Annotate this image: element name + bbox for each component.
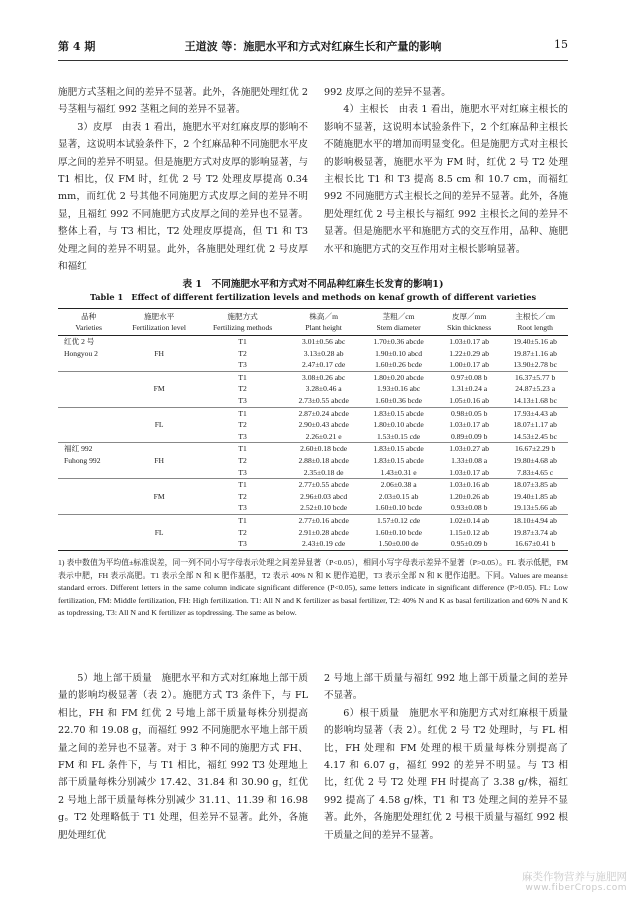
cell-method: T3 — [238, 360, 247, 370]
cell-stem-diameter: 2.06±0.38 a — [361, 479, 436, 491]
cell-skin-thickness: 0.98±0.05 b — [436, 407, 502, 419]
cell-level: FM — [153, 384, 165, 394]
cell-variety: Fuhong 992 — [64, 455, 101, 465]
cell-level — [119, 371, 199, 383]
bottom-right-column — [324, 670, 568, 844]
header-cell: 主根长／cm — [502, 309, 568, 323]
table-caption-zh: 表 1 不同施肥水平和方式对不同品种红麻生长发育的影响1) — [182, 279, 444, 290]
table-row — [58, 538, 568, 550]
table-row — [58, 467, 568, 479]
table-footnote: 1) 表中数值为平均值±标准误差，同一列不同小写字母表示处理之间差异显著（P<0.05），相同小写字母表示差异不显著（P>0.05）。FL 表示低肥，FM 表示中肥，FH 表示高肥。T1 表示全部 N 和 K 肥作基肥，T2 表示 40% N 和 K 肥作追肥，T3 表示全部 N 和 K 肥作追肥。下同。Values are means± standard errors. Different letters in the same column indicate significant difference (P<0.05), same letters indicate in significant difference (P>0.05). FL: Low fertilization, FM: Middle fertilization, FH: High fertilization. T1: All N and K fertilizer as basal fertilizer, T2: 40% N and K as basal fertilization and 60% N and K as topdressing, T3: All N and K fertilizer as topdressing. The same as below. — [58, 558, 568, 618]
cell-stem-diameter: 1.83±0.15 abcde — [373, 455, 424, 465]
cell-skin-thickness: 1.20±0.26 ab — [449, 491, 490, 501]
cell-plant-height: 2.47±0.17 cde — [302, 360, 346, 370]
table-row — [58, 431, 568, 443]
cell-skin-thickness: 0.95±0.09 b — [436, 538, 502, 550]
cell-variety: 红优 2 号 — [64, 337, 95, 346]
paragraph: 992 皮厚之间的差异不显著。 — [324, 87, 451, 98]
cell-variety — [58, 383, 119, 395]
cell-level — [119, 479, 199, 491]
header-cell: 品种 — [58, 309, 119, 323]
table-header-zh — [58, 309, 568, 323]
cell-variety — [58, 527, 119, 539]
cell-variety — [58, 395, 119, 407]
cell-plant-height: 2.35±0.18 de — [303, 467, 344, 477]
cell-skin-thickness: 1.02±0.14 ab — [436, 514, 502, 526]
header-cell: 施肥水平 — [119, 309, 199, 323]
cell-skin-thickness: 1.15±0.12 ab — [449, 527, 490, 537]
cell-plant-height: 2.96±0.03 abcd — [300, 491, 348, 501]
cell-method: T3 — [238, 395, 247, 405]
cell-method: T1 — [199, 479, 286, 491]
table-row — [58, 336, 568, 348]
cell-level — [119, 336, 199, 348]
top-left-column — [58, 84, 308, 275]
cell-variety — [58, 431, 119, 443]
cell-method: T1 — [199, 407, 286, 419]
cell-variety — [58, 479, 119, 491]
table-row — [58, 514, 568, 526]
table-row — [58, 383, 568, 395]
cell-stem-diameter: 1.60±0.36 bcde — [375, 395, 423, 405]
issue-number: 第 4 期 — [58, 40, 96, 53]
header-cell: Plant height — [286, 322, 361, 336]
header-cell: 皮厚／mm — [436, 309, 502, 323]
top-right-column — [324, 84, 568, 258]
table-row — [58, 455, 568, 467]
cell-root-length: 18.07±1.17 ab — [513, 420, 557, 430]
cell-method: T3 — [238, 503, 247, 513]
cell-variety — [58, 419, 119, 431]
paragraph-root-dry-weight: 6）根干质量 施肥水平和施肥方式对红麻根干质量的影响均显著（表 2）。红优 2 号 T2 处理时，与 FL 相比，FH 处理和 FM 处理的根干质量每株分别提高了 4.17 和 6.07 g，福红 992 的差异不明显。与 T3 相比，红优 2 号 T2 处理 FH 时提高了 3.38 g/株，福红 992 提高了 4.58 g/株，T1 和 T3 处理之间的差异不显著。此外，各施肥处理红优 2 号根干质量与福红 992 根干质量之间的差异不显著。 — [324, 707, 568, 841]
cell-stem-diameter: 1.43±0.31 e — [380, 467, 417, 477]
page-header — [58, 38, 568, 61]
cell-plant-height: 2.52±0.10 bcde — [300, 503, 348, 513]
header-cell: Skin thickness — [436, 322, 502, 336]
cell-skin-thickness: 1.03±0.17 ab — [449, 467, 490, 477]
cell-method: T2 — [238, 491, 247, 501]
cell-variety: 福红 992 — [58, 443, 119, 455]
cell-root-length: 19.13±5.66 ab — [513, 503, 557, 513]
cell-plant-height: 3.28±0.46 a — [305, 384, 342, 394]
cell-root-length: 16.67±0.41 b — [502, 538, 568, 550]
cell-variety — [58, 514, 119, 526]
table-row — [58, 371, 568, 383]
paragraph-skin-thickness: 3）皮厚 由表 1 看出，施肥水平对红麻皮厚的影响不显著，这说明本试验条件下，2 个红麻品种不同施肥水平皮厚之间的差异不明显。但是施肥方式对皮厚的影响显著，与 T1 相比，仅 FM 时，红优 2 号 T2 处理皮厚提高 0.34 mm，而红优 2 号其他不同施肥方式皮厚之间的差异不明显，且福红 992 不同施肥方式皮厚之间的差异也不显著。整体上看，与 T3 相比，T2 处理皮厚提高，但 T1 和 T3 处理之间的差异不明显。此外，各施肥处理红优 2 号皮厚和福红 — [58, 121, 308, 273]
header-cell: 茎粗／cm — [361, 309, 436, 323]
cell-level: FL — [154, 420, 164, 430]
table-row — [58, 527, 568, 539]
cell-variety: Hongyou 2 — [64, 348, 98, 358]
cell-variety — [58, 371, 119, 383]
cell-root-length: 19.40±1.85 ab — [513, 491, 557, 501]
cell-stem-diameter: 1.60±0.10 bcde — [375, 503, 423, 513]
cell-level — [119, 431, 199, 443]
cell-plant-height: 3.13±0.28 ab — [303, 348, 344, 358]
cell-skin-thickness: 0.93±0.08 b — [450, 503, 488, 513]
cell-skin-thickness: 1.03±0.27 ab — [436, 443, 502, 455]
cell-method: T2 — [238, 420, 247, 430]
paragraph: 2 号地上部干质量与福红 992 地上部干质量之间的差异不显著。 — [324, 673, 568, 702]
table-row — [58, 491, 568, 503]
cell-skin-thickness: 1.05±0.16 ab — [449, 395, 490, 405]
cell-stem-diameter: 2.03±0.15 ab — [378, 491, 419, 501]
cell-stem-diameter: 1.60±0.26 bcde — [375, 360, 423, 370]
data-table — [58, 308, 568, 551]
cell-skin-thickness: 0.97±0.08 b — [436, 371, 502, 383]
cell-method: T1 — [238, 337, 247, 346]
cell-level — [119, 502, 199, 514]
header-cell: 株高／m — [286, 309, 361, 323]
header-cell: Fertilizing methods — [199, 322, 286, 336]
cell-level — [119, 359, 199, 371]
cell-root-length: 16.37±5.77 b — [502, 371, 568, 383]
cell-root-length: 7.83±4.65 c — [517, 467, 554, 477]
cell-variety — [58, 467, 119, 479]
watermark-url: www.fiberCrops.com — [525, 883, 627, 893]
cell-skin-thickness: 1.22±0.29 ab — [449, 348, 490, 358]
cell-stem-diameter: 1.83±0.15 abcde — [361, 443, 436, 455]
paragraph-root-length: 4）主根长 由表 1 看出，施肥水平对红麻主根长的影响不显著，这说明本试验条件下，2 个红麻品种主根长不随施肥水平的增加而明显变化。但是施肥方式对主根长的影响极显著，施肥水平为 FM 时，红优 2 号 T2 处理主根长比 T1 和 T3 提高 8.5 cm 和 10.7 cm，而福红 992 不同施肥方式主根长之间的差异不显著。此外，各施肥处理红优 2 号主根长与福红 992 主根长之间的差异不显著。但是施肥水平和施肥方式的交互作用，品种、施肥水平和施肥方式的交互作用对主根长影响显著。 — [324, 104, 568, 255]
cell-root-length: 14.13±1.68 bc — [513, 395, 557, 405]
cell-method: T1 — [199, 514, 286, 526]
cell-level — [119, 514, 199, 526]
cell-plant-height: 2.60±0.18 bcde — [286, 443, 361, 455]
cell-stem-diameter: 1.53±0.15 cde — [376, 431, 421, 441]
cell-root-length: 18.10±4.94 ab — [502, 514, 568, 526]
table-row — [58, 348, 568, 360]
cell-plant-height: 2.88±0.18 abcde — [298, 455, 349, 465]
cell-plant-height: 2.73±0.55 abcde — [298, 395, 349, 405]
cell-method: T2 — [238, 455, 247, 465]
cell-stem-diameter: 1.70±0.36 abcde — [373, 337, 424, 346]
cell-method: T2 — [238, 348, 247, 358]
table-caption-en: Table 1 Effect of different fertilization levels and methods on kenaf growth of different varieties — [89, 292, 537, 302]
cell-method: T3 — [238, 467, 247, 477]
cell-plant-height: 2.91±0.28 abcde — [298, 527, 349, 537]
cell-root-length: 13.90±2.78 bc — [513, 360, 557, 370]
table-row — [58, 502, 568, 514]
cell-level — [119, 407, 199, 419]
table-header-en — [58, 322, 568, 336]
running-title: 王道波 等：施肥水平和方式对红麻生长和产量的影响 — [184, 40, 442, 53]
cell-stem-diameter: 1.83±0.15 abcde — [361, 407, 436, 419]
table-notes — [58, 557, 568, 620]
cell-level — [119, 443, 199, 455]
cell-root-length: 17.93±4.43 ab — [502, 407, 568, 419]
cell-method: T2 — [238, 527, 247, 537]
cell-level — [119, 467, 199, 479]
cell-level: FH — [154, 348, 164, 358]
cell-plant-height: 3.08±0.26 abc — [286, 371, 361, 383]
cell-method: T3 — [238, 431, 247, 441]
cell-variety — [58, 491, 119, 503]
header-cell: Fertilization level — [119, 322, 199, 336]
cell-plant-height: 3.01±0.56 abc — [302, 337, 346, 346]
header-cell: 施肥方式 — [199, 309, 286, 323]
cell-stem-diameter: 1.50±0.00 de — [361, 538, 436, 550]
table-row — [58, 443, 568, 455]
cell-stem-diameter: 1.90±0.10 abcd — [375, 348, 423, 358]
cell-root-length: 19.80±4.68 ab — [513, 455, 557, 465]
cell-method: T3 — [199, 538, 286, 550]
cell-plant-height: 2.77±0.55 abcde — [286, 479, 361, 491]
cell-level: FM — [153, 491, 165, 501]
cell-skin-thickness: 1.03±0.16 ab — [436, 479, 502, 491]
cell-skin-thickness: 1.00±0.17 ab — [449, 360, 490, 370]
cell-plant-height: 2.77±0.16 abcde — [286, 514, 361, 526]
cell-variety — [58, 538, 119, 550]
table-row — [58, 419, 568, 431]
cell-skin-thickness: 1.03±0.17 ab — [449, 420, 490, 430]
cell-plant-height: 2.87±0.24 abcde — [286, 407, 361, 419]
cell-variety — [58, 359, 119, 371]
cell-method: T2 — [238, 384, 247, 394]
cell-level: FH — [154, 455, 164, 465]
cell-plant-height: 2.90±0.43 abcde — [298, 420, 349, 430]
cell-skin-thickness: 1.31±0.24 a — [451, 384, 488, 394]
cell-root-length: 19.87±3.74 ab — [513, 527, 557, 537]
cell-variety — [58, 407, 119, 419]
watermark-name: 麻类作物营养与施肥网 — [522, 871, 627, 883]
cell-variety — [58, 502, 119, 514]
table-body — [58, 336, 568, 551]
cell-plant-height: 2.43±0.19 cde — [286, 538, 361, 550]
cell-stem-diameter: 1.57±0.12 cde — [361, 514, 436, 526]
cell-stem-diameter: 1.80±0.10 abcde — [373, 420, 424, 430]
cell-root-length: 19.87±1.16 ab — [513, 348, 557, 358]
cell-level — [119, 395, 199, 407]
table-row — [58, 479, 568, 491]
bottom-left-column — [58, 670, 308, 844]
cell-plant-height: 2.26±0.21 e — [305, 431, 342, 441]
cell-method: T1 — [199, 443, 286, 455]
cell-skin-thickness: 0.89±0.09 b — [450, 431, 488, 441]
cell-root-length: 18.07±3.85 ab — [502, 479, 568, 491]
cell-stem-diameter: 1.60±0.10 bcde — [375, 527, 423, 537]
paragraph: 施肥方式茎粗之间的差异不显著。此外，各施肥处理红优 2 号茎粗与福红 992 茎粗之间的差异不显著。 — [58, 87, 308, 116]
table-row — [58, 359, 568, 371]
table-row — [58, 407, 568, 419]
cell-level — [119, 538, 199, 550]
cell-skin-thickness: 1.33±0.08 a — [451, 455, 488, 465]
header-cell: Root length — [502, 322, 568, 336]
cell-skin-thickness: 1.03±0.17 ab — [449, 337, 490, 346]
cell-root-length: 14.53±2.45 bc — [513, 431, 557, 441]
cell-root-length: 24.87±5.23 a — [515, 384, 556, 394]
cell-stem-diameter: 1.80±0.20 abcde — [361, 371, 436, 383]
cell-root-length: 19.40±5.16 ab — [513, 337, 557, 346]
paragraph-shoot-dry-weight: 5）地上部干质量 施肥水平和方式对红麻地上部干质量的影响均极显著（表 2）。施肥方式 T3 条件下，与 FL 相比，FH 和 FM 红优 2 号地上部干质量每株分别提高 22.70 和 19.08 g，而福红 992 不同施肥水平地上部干质量之间的差异也不显著。对于 3 种不同的施肥方式 FH、FM 和 FL 条件下，与 T1 相比，福红 992 T3 处理地上部干质量每株分别减少 17.42、31.84 和 30.90 g，红优 2 号地上部干质量每株分别减少 31.11、11.39 和 16.98 g。T2 处理略低于 T1 处理，但差异不显著。此外，各施肥处理红优 — [58, 673, 308, 841]
header-cell: Stem diameter — [361, 322, 436, 336]
table-row — [58, 395, 568, 407]
header-cell: Varieties — [58, 322, 119, 336]
page-number: 15 — [554, 38, 568, 51]
cell-stem-diameter: 1.93±0.16 abc — [376, 384, 421, 394]
cell-method: T1 — [199, 371, 286, 383]
cell-level: FL — [154, 527, 164, 537]
cell-root-length: 16.67±2.29 b — [502, 443, 568, 455]
